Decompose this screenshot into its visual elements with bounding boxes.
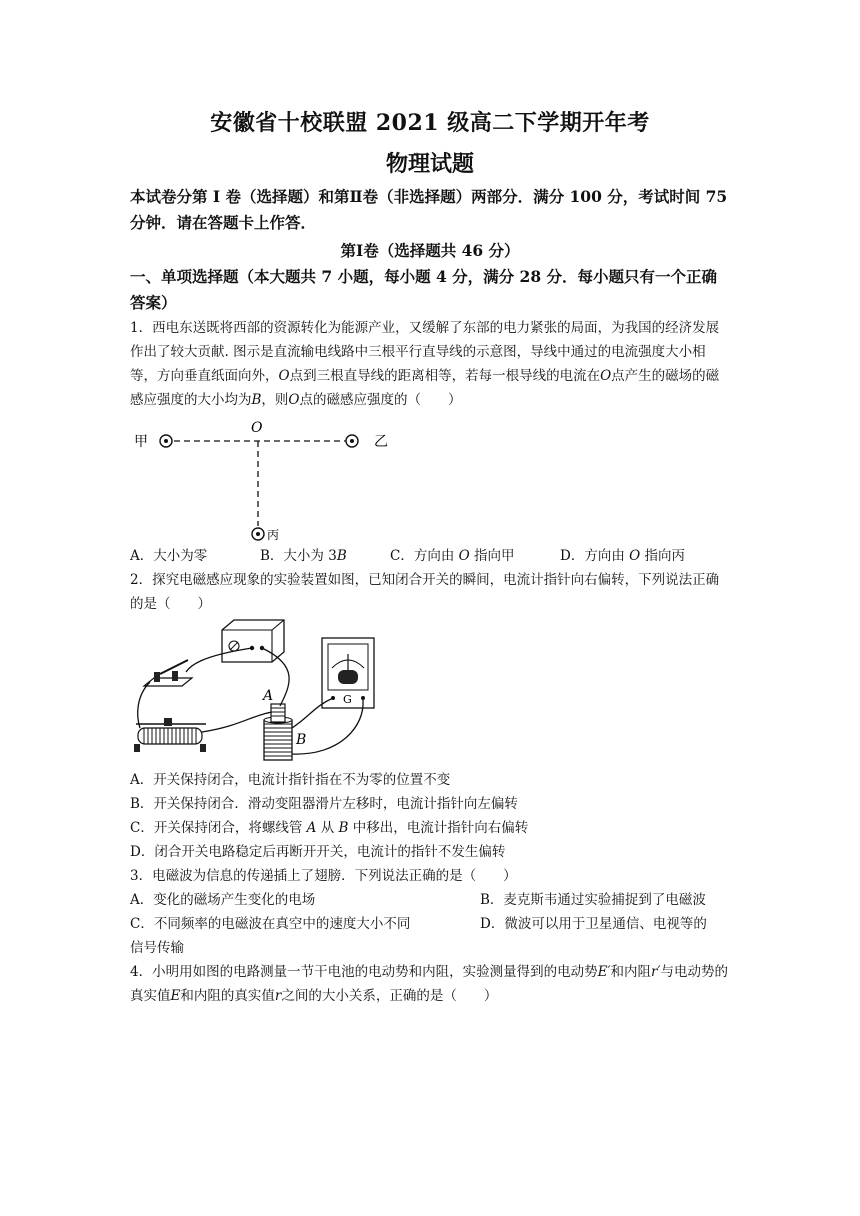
q4-text: 之间的大小关系，正确的是（ ） <box>281 988 498 1004</box>
q1-text: 1．西电东送既将西部的资源转化为能源产业，又缓解了东部的电力紧张的局面，为我国的经济发展作出了较大贡献. 图示是直流输电线路中三根平行直导线的示意图，导线中通过的电流强度大小相等，方向垂直纸面向外， <box>130 320 720 384</box>
galvanometer-icon <box>322 638 374 708</box>
q3-options-row-1 <box>130 888 730 912</box>
q4-var: r′ <box>651 964 661 980</box>
rheostat-icon <box>134 718 206 752</box>
q1-wires-figure <box>130 412 730 544</box>
question-3-stem: 3．电磁波为信息的传递插上了翅膀．下列说法正确的是（ ） <box>130 868 517 884</box>
q4-text: 和内阻的真实值 <box>180 988 275 1004</box>
q2-option-a[interactable] <box>130 768 730 792</box>
switch-icon <box>144 660 192 686</box>
wire-yi-icon <box>346 435 358 447</box>
wire-bing-icon <box>252 528 264 540</box>
q1-option-c[interactable] <box>390 544 560 568</box>
q3-options-row-2 <box>130 912 730 936</box>
option-var: O <box>458 548 470 564</box>
option-text: C．方向由 <box>390 548 455 564</box>
q3-option-d[interactable]: D．微波可以用于卫星通信、电视等的 <box>480 916 707 932</box>
point-o-label: O <box>251 420 263 436</box>
q1-text: 点的磁感应强度的（ ） <box>299 392 462 408</box>
q3-option-c[interactable]: C．不同频率的电磁波在真空中的速度大小不同 <box>130 916 411 932</box>
exam-page <box>130 100 730 1008</box>
q1-text: 点产生的磁场的磁感应强度的大小均为 <box>130 368 720 408</box>
q4-var: E <box>170 988 181 1004</box>
option-text: A．开关保持闭合，电流计指针指在不为零的位置不变 <box>130 772 451 788</box>
solenoid-b-icon <box>264 717 292 760</box>
option-text: B．大小为 3 <box>260 548 337 564</box>
option-text: 指向甲 <box>474 548 515 564</box>
solenoid-a-label: A <box>263 688 274 704</box>
option-text: D．方向由 <box>560 548 625 564</box>
q1-var: O <box>288 392 300 408</box>
wire-jia-icon <box>160 435 172 447</box>
exam-subject: 物理试题 <box>385 151 474 177</box>
question-1-stem <box>130 316 730 412</box>
q2-option-d[interactable] <box>130 840 730 864</box>
section-1-title: 一、单项选择题（本大题共 7 小题，每小题 4 分，满分 28 分．每小题只有一个正确答案） <box>130 267 718 312</box>
q4-text: 和内阻 <box>610 964 652 980</box>
question-4-stem <box>130 960 730 1008</box>
option-var: B <box>336 548 347 564</box>
wire-yi-label: 乙 <box>374 434 388 450</box>
q1-var: O <box>278 368 290 384</box>
q3-option-d-continued: 信号传输 <box>130 940 184 956</box>
galvanometer-label: G <box>343 693 352 706</box>
option-text: D．闭合开关电路稳定后再断开开关，电流计的指针不发生偏转 <box>130 844 506 860</box>
q1-var: O <box>600 368 612 384</box>
q4-text: 4．小明用如图的电路测量一节干电池的电动势和内阻，实验测量得到的电动势 <box>130 964 598 980</box>
q4-text: 与电动势的真实值 <box>130 964 729 1004</box>
exam-instructions: 本试卷分第 I 卷（选择题）和第Ⅱ卷（非选择题）两部分．满分 100 分，考试时间 75 分钟．请在答题卡上作答． <box>130 187 728 232</box>
q1-option-b[interactable] <box>260 544 390 568</box>
option-text: 指向丙 <box>644 548 685 564</box>
wire-jia-label: 甲 <box>134 434 148 450</box>
q1-options <box>130 544 730 568</box>
exam-title: 安徽省十校联盟 2021 级高二下学期开年考 <box>210 110 650 136</box>
solenoid-a-icon <box>271 704 285 722</box>
option-var: O <box>629 548 641 564</box>
q4-var: r <box>274 988 282 1004</box>
option-var: B <box>338 820 349 836</box>
q2-induction-apparatus-figure <box>130 616 730 768</box>
option-text: B．开关保持闭合．滑动变阻器滑片左移时，电流计指针向左偏转 <box>130 796 518 812</box>
option-text: A．大小为零 <box>130 548 208 564</box>
solenoid-b-label: B <box>296 732 307 748</box>
q1-option-d[interactable] <box>560 544 685 568</box>
q4-var: E′ <box>597 964 611 980</box>
part-1-title: 第Ⅰ卷（选择题共 46 分） <box>340 241 520 260</box>
q1-text: ，则 <box>261 392 289 408</box>
option-text: 中移出，电流计指针向右偏转 <box>352 820 529 836</box>
q3-option-a[interactable]: A．变化的磁场产生变化的电场 <box>130 892 316 908</box>
option-text: 从 <box>320 820 335 836</box>
option-text: C．开关保持闭合，将螺线管 <box>130 820 303 836</box>
q1-option-a[interactable] <box>130 544 260 568</box>
wire-bing-label: 丙 <box>267 528 280 542</box>
question-2-stem: 2．探究电磁感应现象的实验装置如图，已知闭合开关的瞬间，电流计指针向右偏转，下列说法正确的是（ ） <box>130 572 720 612</box>
q2-option-b[interactable] <box>130 792 730 816</box>
q1-text: 点到三根直导线的距离相等，若每一根导线的电流在 <box>289 368 601 384</box>
q1-var: B <box>251 392 262 408</box>
q2-option-c[interactable] <box>130 816 730 840</box>
q3-option-b[interactable]: B．麦克斯韦通过实验捕捉到了电磁波 <box>480 892 706 908</box>
option-var: A <box>306 820 317 836</box>
